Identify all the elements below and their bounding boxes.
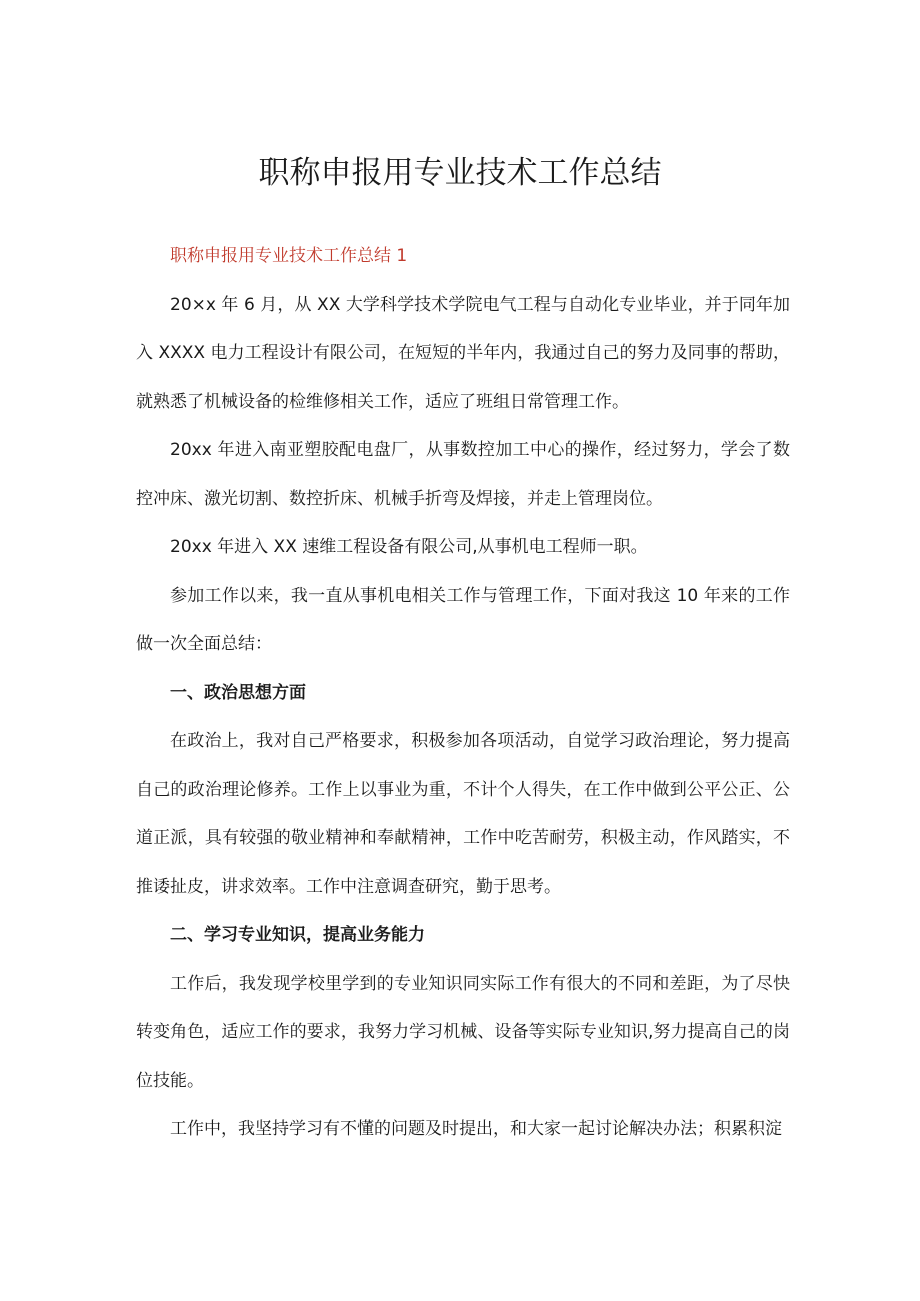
paragraph-graduation: 20×x 年 6 月，从 XX 大学科学技术学院电气工程与自动化专业毕业，并于同年加入 XXXX 电力工程设计有限公司，在短短的半年内，我通过自己的努力及同事的帮助，就熟悉了机械设备的检维修相关工作，适应了班组日常管理工作。 bbox=[136, 294, 790, 412]
document-title: 职称申报用专业技术工作总结 bbox=[258, 155, 662, 191]
document-subtitle: 职称申报用专业技术工作总结 1 bbox=[170, 246, 408, 266]
paragraph-summary-intro: 参加工作以来，我一直从事机电相关工作与管理工作，下面对我这 10 年来的工作做一次全面总结： bbox=[136, 585, 790, 654]
document-body bbox=[136, 232, 790, 1154]
section-heading-study: 二、学习专业知识，提高业务能力 bbox=[170, 925, 425, 945]
paragraph-study-1: 工作后，我发现学校里学到的专业知识同实际工作有很大的不同和差距，为了尽快转变角色，适应工作的要求，我努力学习机械、设备等实际专业知识,努力提高自己的岗位技能。 bbox=[136, 973, 790, 1091]
paragraph-nanya: 20xx 年进入南亚塑胶配电盘厂，从事数控加工中心的操作，经过努力，学会了数控冲床、激光切割、数控折床、机械手折弯及焊接，并走上管理岗位。 bbox=[136, 440, 790, 509]
paragraph-study-2: 工作中，我坚持学习有不懂的问题及时提出，和大家一起讨论解决办法；积累积淀 bbox=[170, 1119, 782, 1139]
paragraph-politics: 在政治上，我对自己严格要求，积极参加各项活动，自觉学习政治理论，努力提高自己的政治理论修养。工作上以事业为重，不计个人得失，在工作中做到公平公正、公道正派，具有较强的敬业精神和奉献精神，工作中吃苦耐劳，积极主动，作风踏实，不推诿扯皮，讲求效率。工作中注意调查研究，勤于思考。 bbox=[136, 731, 790, 897]
section-heading-politics: 一、政治思想方面 bbox=[170, 682, 306, 703]
paragraph-suwei: 20xx 年进入 XX 速维工程设备有限公司,从事机电工程师一职。 bbox=[170, 537, 648, 557]
